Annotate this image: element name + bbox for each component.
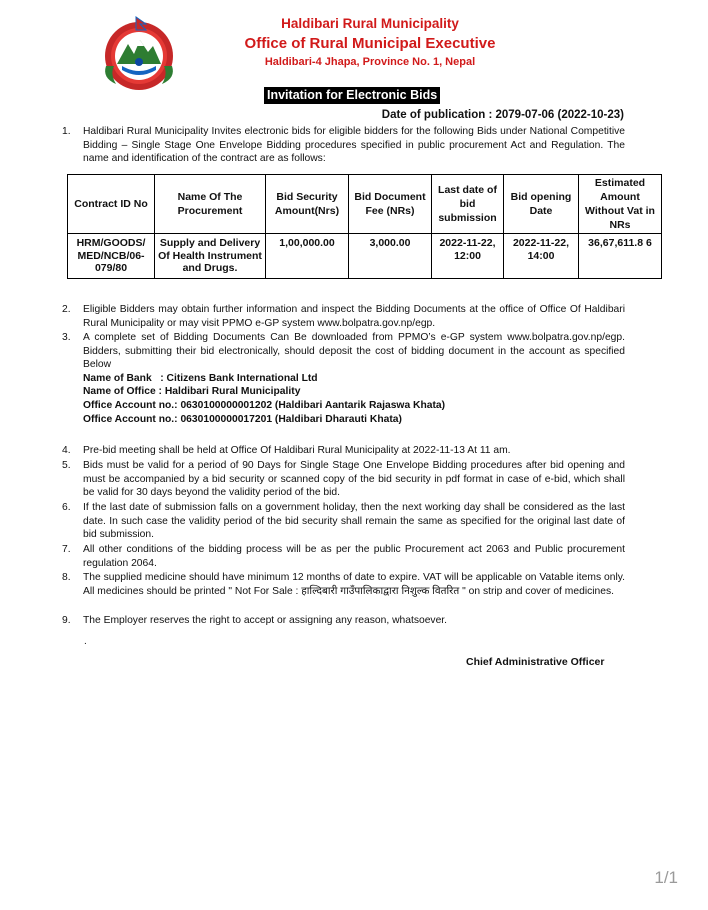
bank-details: [83, 372, 625, 426]
list-item: [62, 331, 625, 426]
list-item: [62, 501, 625, 542]
item-number: 5.: [62, 460, 71, 471]
item-text: Bids must be valid for a period of 90 Days for Single Stage One Envelope Bidding procedures after bid opening and must be accompanied by a bid security or scanned copy of the bid security in pdf format in case of e-bid, which shall be valid for 30 days beyond the validity period of the bid.: [83, 460, 625, 499]
list-item: [62, 614, 625, 628]
page-number: 1/1: [654, 868, 678, 887]
item-number: 7.: [62, 544, 71, 555]
item-text: The supplied medicine should have minimum 12 months of date to expire. VAT will be applicable on Vatable items only. All medicines should be printed " Not For Sale : हाल्दिबारी गाउँपालिकाद्वारा निशुल्क वितरित " on strip and cover of medicines.: [83, 572, 625, 597]
list-item: [62, 459, 625, 500]
office-name-line: Name of Office : Haldibari Rural Municipality: [83, 386, 301, 398]
cell-last-date: 2022-11-22, 12:00: [432, 234, 504, 279]
header-contract-id: Contract ID No: [68, 175, 155, 234]
cell-document-fee: 3,000.00: [349, 234, 432, 279]
item-text: All other conditions of the bidding process will be as per the public Procurement act 2063 and Public procurement regulation 2064.: [83, 544, 625, 569]
header-bid-security: Bid Security Amount(Nrs): [266, 175, 349, 234]
item-number: 9.: [62, 615, 71, 626]
municipality-name: Haldibari Rural Municipality: [281, 16, 459, 31]
list-item: [62, 543, 625, 570]
cell-estimated-amount: 36,67,611.8 6: [579, 234, 662, 279]
publication-date: Date of publication : 2079-07-06 (2022-10-23): [381, 109, 624, 121]
list-item: [62, 303, 625, 330]
item-text: If the last date of submission falls on a government holiday, then the next working day shall be considered as the last date. In such case the validity period of the bid security shall remain the same as specified for the original last date of bid submission.: [83, 502, 625, 541]
office-account-2: Office Account no.: 0630100000017201 (Haldibari Dharauti Khata): [83, 413, 402, 425]
item-text: A complete set of Bidding Documents Can Be downloaded from PPMO’s e-GP system www.bolpatra.gov.np/egp. Bidders, submitting their bid electronically, should deposit the cost of bidding document in the account as specified Below: [83, 332, 625, 371]
item-text: Haldibari Rural Municipality Invites electronic bids for eligible bidders for the following Bids under National Competitive Bidding – Single Stage One Envelope Bidding procedures specified in public procurement Act and Regulation. The name and identification of the contract are as follows:: [83, 126, 625, 165]
item-number: 4.: [62, 445, 71, 456]
cell-bid-security: 1,00,000.00: [266, 234, 349, 279]
contract-table: [67, 174, 662, 279]
item-text: Pre-bid meeting shall be held at Office Of Haldibari Rural Municipality at 2022-11-13 At 11 am.: [83, 445, 511, 456]
header-document-fee: Bid Document Fee (NRs): [349, 175, 432, 234]
cell-contract-id: HRM/GOODS/ MED/NCB/06- 079/80: [68, 234, 155, 279]
office-name: Office of Rural Municipal Executive: [244, 35, 496, 52]
signature-title: Chief Administrative Officer: [466, 656, 605, 668]
item-number: 6.: [62, 502, 71, 513]
header-opening-date: Bid opening Date: [504, 175, 579, 234]
table-header-row: [68, 175, 662, 234]
item-text: Eligible Bidders may obtain further information and inspect the Bidding Documents at the office of Office Of Haldibari Rural Municipality or may visit PPMO e-GP system www.bolpatra.gov.np/egp.: [83, 304, 625, 329]
list-item: [62, 444, 625, 458]
stray-dot: .: [84, 636, 87, 647]
cell-procurement-name: Supply and Delivery Of Health Instrument and Drugs.: [155, 234, 266, 279]
header-last-date: Last date of bid submission: [432, 175, 504, 234]
item-number: 8.: [62, 572, 71, 583]
list-item: [62, 125, 625, 166]
office-account-1: Office Account no.: 0630100000001202 (Haldibari Aantarik Rajaswa Khata): [83, 399, 446, 411]
office-address: Haldibari-4 Jhapa, Province No. 1, Nepal: [264, 56, 476, 68]
notice-title: Invitation for Electronic Bids: [264, 87, 440, 104]
header-procurement-name: Name Of The Procurement: [155, 175, 266, 234]
item-number: 3.: [62, 332, 71, 343]
municipality-emblem-logo: [100, 14, 178, 92]
list-item: [62, 571, 625, 598]
item-number: 1.: [62, 126, 71, 137]
item-number: 2.: [62, 304, 71, 315]
table-row: [68, 234, 662, 279]
item-text: The Employer reserves the right to accept or assigning any reason, whatsoever.: [83, 615, 448, 626]
bank-name: Name of Bank : Citizens Bank International Ltd: [83, 372, 318, 384]
header-estimated-amount: Estimated Amount Without Vat in NRs: [579, 175, 662, 234]
cell-opening-date: 2022-11-22, 14:00: [504, 234, 579, 279]
